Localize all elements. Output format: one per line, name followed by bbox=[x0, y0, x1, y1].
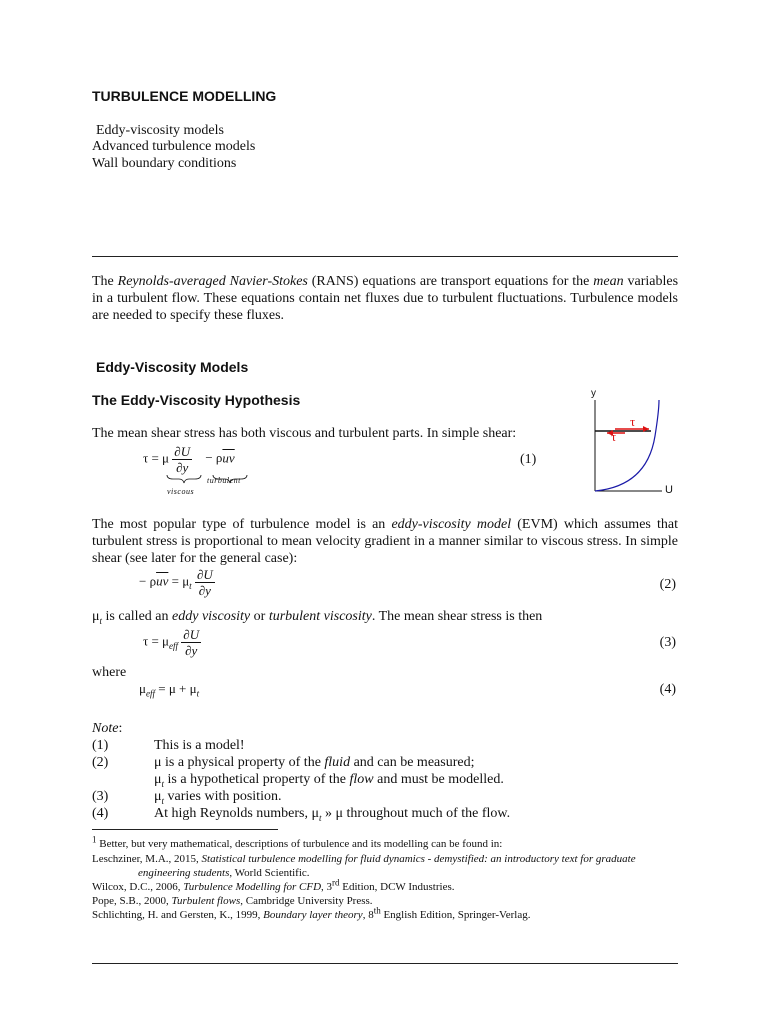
contents-item-eddy-viscosity: Eddy-viscosity models bbox=[96, 123, 224, 138]
eq1-label-viscous: viscous bbox=[167, 487, 195, 496]
mu-t-symbol: μ bbox=[92, 609, 100, 624]
intro-rans-italic: Reynolds-averaged Navier-Stokes bbox=[117, 274, 308, 289]
intro-paragraph bbox=[92, 273, 678, 324]
note-3-number: (3) bbox=[92, 789, 109, 804]
note-3-sub-t: t bbox=[161, 795, 165, 806]
note-heading bbox=[92, 720, 122, 737]
mu-t-text-1: is called an bbox=[102, 609, 173, 624]
note-1-text: This is a model! bbox=[154, 738, 245, 753]
evm-paragraph bbox=[92, 516, 678, 567]
velocity-profile-figure bbox=[585, 386, 685, 498]
note-3-mu: μ bbox=[154, 789, 162, 804]
ref3-publisher: , Cambridge University Press. bbox=[240, 895, 373, 907]
ref2-sup: rd bbox=[332, 877, 340, 888]
note-2b-text-b: and must be modelled. bbox=[373, 772, 504, 787]
eq3-fraction bbox=[181, 627, 201, 658]
footnote-ref-4 bbox=[92, 905, 531, 922]
eq1-minus-rho: − ρ bbox=[205, 450, 223, 466]
eq2-minus-rho: − ρ bbox=[139, 573, 157, 589]
evm-text-2: (EVM) which assumes that turbulent stress is proportional to mean velocity gradient in a manner similar to viscous stress. In simple shear (see later for the general case): bbox=[92, 517, 678, 566]
eq1-fraction bbox=[172, 444, 192, 475]
footnote-line-1: Better, but very mathematical, descriptions of turbulence and its modelling can be found in: bbox=[96, 838, 503, 850]
eq4-mu: μ bbox=[139, 681, 146, 696]
ref2-edition: , 3 bbox=[321, 881, 333, 893]
note-2b-mu: μ bbox=[154, 772, 162, 787]
note-4-number: (4) bbox=[92, 806, 109, 821]
note-2b-text-a: is a hypothetical property of the bbox=[164, 772, 350, 787]
shear-text: The mean shear stress has both viscous and turbulent parts. In simple shear: bbox=[92, 426, 517, 441]
eq3-lhs: τ = μ bbox=[143, 633, 170, 649]
footnote-ref-2 bbox=[92, 877, 455, 894]
page-bottom-rule bbox=[92, 963, 678, 964]
note-1 bbox=[92, 737, 245, 754]
note-2-fluid-italic: fluid bbox=[324, 755, 351, 770]
mu-t-text-2: or bbox=[250, 609, 269, 624]
eq4-rhs: = μ + μ bbox=[154, 681, 197, 696]
equation-3 bbox=[143, 627, 201, 658]
eq2-denominator: ∂y bbox=[198, 583, 211, 598]
eq3-denominator: ∂y bbox=[185, 643, 198, 658]
note-4-sub-t: t bbox=[319, 812, 322, 823]
ref3-author: Pope, S.B., 2000, bbox=[92, 895, 172, 907]
note-4-text-a: At high Reynolds numbers, μ bbox=[154, 806, 319, 821]
section-heading: Eddy-Viscosity Models bbox=[96, 359, 249, 375]
ref4-author: Schlichting, H. and Gersten, K., 1999, bbox=[92, 909, 264, 921]
note-4-text-b: » μ throughout much of the flow. bbox=[321, 806, 511, 821]
intro-text-1: The bbox=[92, 274, 118, 289]
ref3-title: Turbulent flows bbox=[171, 895, 241, 907]
note-colon: : bbox=[118, 721, 123, 736]
note-2-text-a: μ is a physical property of the bbox=[154, 755, 325, 770]
eq2-number: (2) bbox=[659, 577, 676, 592]
mu-t-sub: t bbox=[99, 615, 103, 626]
section-divider bbox=[92, 256, 678, 257]
velocity-curve bbox=[595, 400, 659, 491]
ref1-publisher: , World Scientific. bbox=[229, 867, 310, 879]
note-2b-flow-italic: flow bbox=[349, 772, 374, 787]
eq2-numerator: ∂U bbox=[196, 567, 213, 582]
equation-1 bbox=[143, 444, 235, 475]
eq1-lhs: τ = μ bbox=[143, 450, 170, 466]
ref4-sup: th bbox=[373, 905, 381, 916]
note-label: Note bbox=[92, 721, 119, 736]
eq1-label-turbulent: turbulent bbox=[207, 476, 241, 485]
eq2-uv-bar: $\overline{uv}$ bbox=[156, 573, 169, 589]
eq2-sub-t: t bbox=[189, 581, 192, 592]
figure-tau-lower: τ bbox=[611, 429, 617, 444]
evm-italic: eddy-viscosity model bbox=[391, 517, 512, 532]
eddy-viscosity-italic: eddy viscosity bbox=[172, 609, 251, 624]
footnote-intro bbox=[92, 834, 678, 851]
figure-y-label: y bbox=[591, 388, 596, 399]
eq4-sub-eff: eff bbox=[145, 688, 155, 699]
note-1-number: (1) bbox=[92, 738, 109, 753]
footnote-ref-1 bbox=[92, 852, 678, 880]
ref2-publisher: Edition, DCW Industries. bbox=[339, 881, 455, 893]
ref1-author: Leschziner, M.A., 2015, bbox=[92, 853, 202, 865]
evm-text-1: The most popular type of turbulence model is an bbox=[92, 517, 392, 532]
figure-tau-upper: τ bbox=[630, 414, 636, 429]
intro-text-3: variables in a turbulent flow. These equations contain net fluxes due to turbulent fluctuations. Turbulence models are needed to specify these fluxes. bbox=[92, 274, 679, 323]
intro-mean-italic: mean bbox=[593, 274, 624, 289]
eq1-uv-bar: $\overline{uv}$ bbox=[222, 450, 235, 466]
eq1-number: (1) bbox=[520, 452, 537, 467]
footnote-ref-3 bbox=[92, 894, 373, 908]
note-2b-sub-t: t bbox=[161, 778, 165, 789]
note-4 bbox=[92, 805, 510, 827]
eq2-fraction bbox=[195, 567, 215, 598]
eq2-mu: = μ bbox=[168, 573, 190, 589]
eq4-sub-t: t bbox=[196, 688, 200, 699]
turbulent-viscosity-italic: turbulent viscosity bbox=[268, 609, 372, 624]
subsection-heading: The Eddy-Viscosity Hypothesis bbox=[92, 392, 301, 408]
mu-t-text-3: . The mean shear stress is then bbox=[371, 609, 543, 624]
eq3-number: (3) bbox=[659, 635, 676, 650]
note-2-number: (2) bbox=[92, 755, 109, 770]
ref4-publisher: English Edition, Springer-Verlag. bbox=[380, 909, 531, 921]
eq4-number: (4) bbox=[659, 682, 676, 697]
equation-4 bbox=[139, 681, 199, 699]
ref4-title: Boundary layer theory bbox=[263, 909, 363, 921]
eq1-denominator: ∂y bbox=[176, 460, 189, 475]
ref2-title: Turbulence Modelling for CFD bbox=[183, 881, 322, 893]
equation-2 bbox=[139, 567, 215, 598]
eq3-sub-eff: eff bbox=[169, 641, 179, 652]
ref2-author: Wilcox, D.C., 2006, bbox=[92, 881, 184, 893]
footnote-separator bbox=[92, 829, 278, 830]
eq3-numerator: ∂U bbox=[183, 627, 200, 642]
note-3-text: varies with position. bbox=[164, 789, 282, 804]
ref4-edition: , 8 bbox=[362, 909, 374, 921]
page-title: TURBULENCE MODELLING bbox=[92, 88, 277, 104]
contents-item-wall-boundary: Wall boundary conditions bbox=[92, 156, 237, 171]
eq1-numerator: ∂U bbox=[174, 444, 191, 459]
figure-x-label: U bbox=[665, 484, 673, 496]
ref1-title: Statistical turbulence modelling for fluid dynamics - demystified: an introductory text for graduate engineering students bbox=[138, 853, 636, 879]
note-2-text-b: and can be measured; bbox=[350, 755, 475, 770]
intro-text-2: (RANS) equations are transport equations for the bbox=[307, 274, 594, 289]
where-text: where bbox=[92, 665, 127, 680]
footnote-mark: 1 bbox=[92, 834, 97, 845]
note-2 bbox=[92, 754, 474, 771]
contents-item-advanced-models: Advanced turbulence models bbox=[92, 139, 256, 154]
